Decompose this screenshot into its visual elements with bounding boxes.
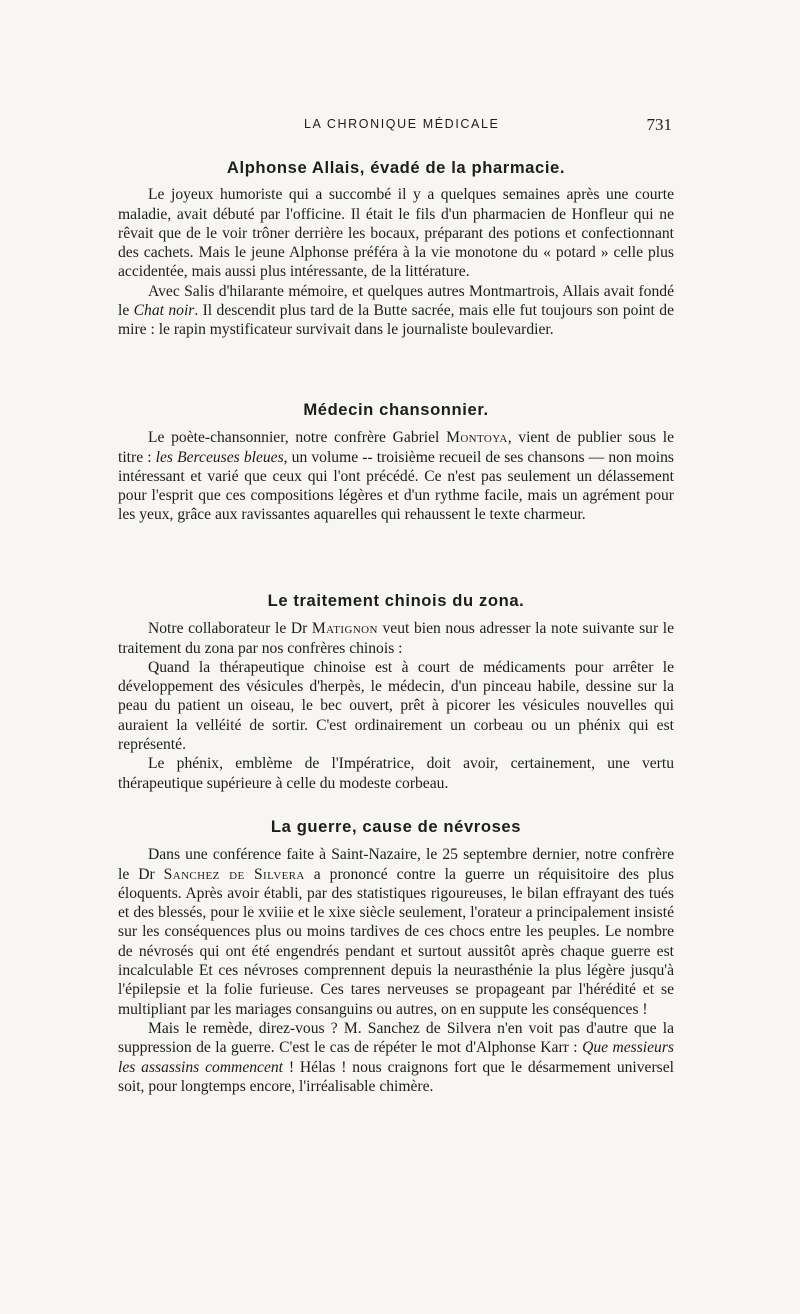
section-title: Le traitement chinois du zona. — [267, 591, 525, 610]
paragraph: Avec Salis d'hilarante mémoire, et quelques autres Montmartrois, Allais avait fondé le Chat noir. Il descendit plus tard de la Butte sacrée, mais elle fut toujours son point de mire : le rapin mystificateur survivait dans le journaliste boulevardier. — [118, 282, 674, 339]
section-alphonse-allais — [118, 158, 674, 340]
italic-title: les Berceuses bleues — [155, 448, 284, 466]
paragraph: Le phénix, emblème de l'Impératrice, doit avoir, certainement, une vertu thérapeutique supérieure à celle du modeste corbeau. — [118, 755, 674, 792]
paragraph: Notre collaborateur le Dr Matignon veut bien nous adresser la note suivante sur le traitement du zona par nos confrères chinois : — [118, 620, 675, 657]
author-name: Sanchez de Silvera — [163, 865, 305, 883]
paragraph: Mais le remède, direz-vous ? M. Sanchez de Silvera n'en voit pas d'autre que la suppression de la guerre. C'est le cas de répéter le mot d'Alphonse Karr : Que messieurs les assassins commencent ! Hélas ! nous craignons fort que le désarmement universel soit, pour longtemps encore, l'irréalisable chimère. — [118, 1019, 674, 1095]
paragraph: Le joyeux humoriste qui a succombé il y a quelques semaines après une courte maladie, avait débuté par l'officine. Il était le fils d'un pharmacien de Honfleur qui ne rêvait que de le voir trôner derrière les bocaux, préparant des potions et confectionnant des cachets. Mais le jeune Alphonse préféra à la vie monotone du « potard » celle plus accidentée, mais aussi plus intéressante, de la littérature. — [118, 186, 674, 281]
journal-title: LA CHRONIQUE MÉDICALE — [304, 117, 500, 131]
running-head — [118, 115, 674, 135]
section-title: Alphonse Allais, évadé de la pharmacie. — [226, 158, 566, 177]
paragraph: Dans une conférence faite à Saint-Nazaire, le 25 septembre dernier, notre confrère le Dr Sanchez de Silvera a prononcé contre la guerre un réquisitoire des plus éloquents. Après avoir établi, par des statistiques rigoureuses, le bilan effrayant des tués et des blessés, pour le xviiie et le xixe siècle seulement, l'orateur a principalement insisté sur les conséquences plus ou moins tardives de ces chocs entre les peuples. Le nombre de névrosés qui ont été engendrés pendant et surtout aussitôt après chaque guerre est incalculable Et ces névroses comprennent depuis la neurasthénie la plus légère jusqu'à l'épilepsie et la folie furieuse. Ces tares nerveuses se propageant par l'hérédité et se multipliant par les mariages consanguins ou autres, on en suppute les conséquences ! — [118, 846, 674, 1018]
author-name: Montoya — [446, 429, 508, 447]
section-title: Médecin chansonnier. — [303, 400, 489, 419]
italic-quote: Que messieurs les assassins commencent — [118, 1039, 674, 1076]
paragraph: Quand la thérapeutique chinoise est à court de médicaments pour arrêter le développement des vésicules d'herpès, le médecin, d'un pinceau habile, dessine sur la peau du patient un oiseau, le bec ouvert, prêt à picorer les vésicules nouvelles qui auraient la velléité de sortir. C'est ordinairement un corbeau ou un phénix qui est représenté. — [118, 658, 674, 754]
author-name: Matignon — [311, 620, 378, 638]
paragraph: Le poète-chansonnier, notre confrère Gabriel Montoya, vient de publier sous le titre : les Berceuses bleues, un volume -- troisième recueil de ses chansons — non moins intéressant et varié que ceux qui l'ont précédé. Ce n'est pas seulement un délassement pour l'esprit que ces compositions légères et d'un rythme facile, mais un agrément pour les yeux, grâce aux ravissantes aquarelles qui rehaussent le texte charmeur. — [118, 429, 674, 524]
section-traitement-zona — [118, 591, 674, 793]
section-title: La guerre, cause de névroses — [270, 817, 522, 836]
italic-title: Chat noir — [133, 302, 195, 320]
section-guerre-nevroses — [118, 817, 674, 1096]
page-number: 731 — [646, 115, 672, 134]
section-medecin-chansonnier — [118, 400, 674, 525]
